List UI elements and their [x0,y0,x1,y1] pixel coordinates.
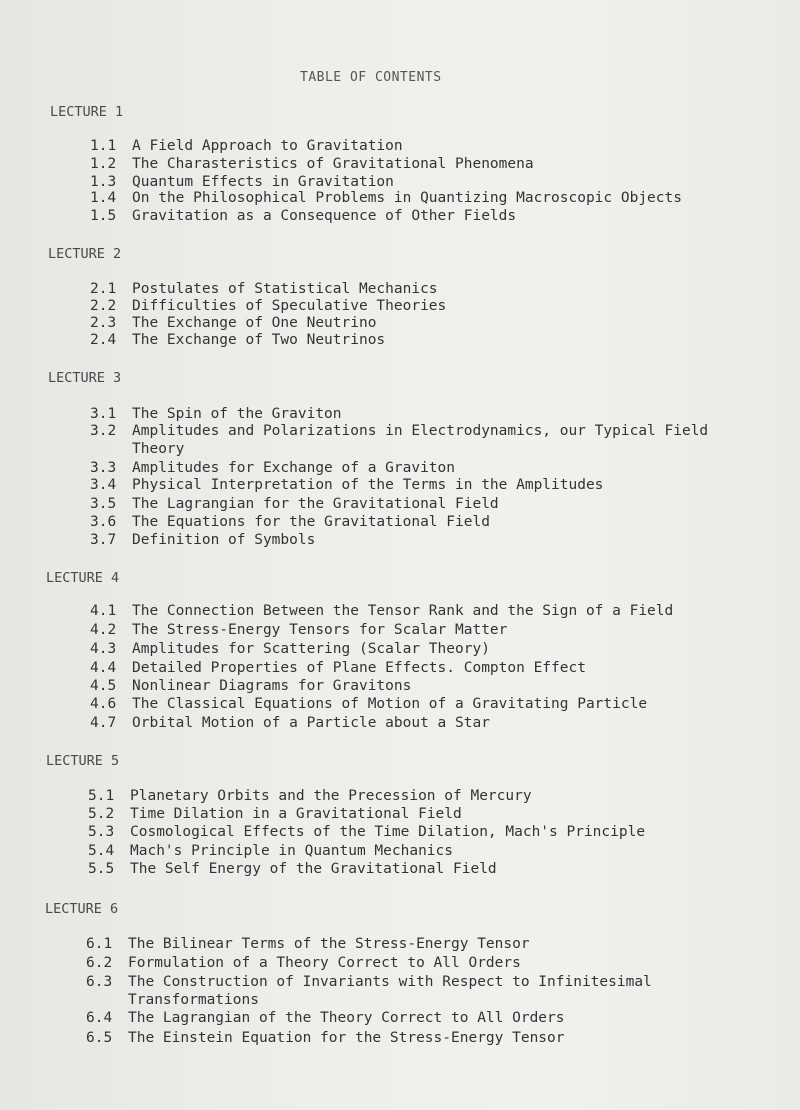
lecture-heading: LECTURE 3 [48,370,122,386]
toc-entry: 1.4 On the Philosophical Problems in Quantizing Macroscopic Objects [90,190,682,206]
toc-entry: 4.2 The Stress-Energy Tensors for Scalar Matter [90,622,508,638]
toc-entry: 3.6 The Equations for the Gravitational Field [90,514,490,530]
toc-entry: 4.7 Orbital Motion of a Particle about a Star [90,715,490,731]
toc-entry: 2.2 Difficulties of Speculative Theories [90,298,447,314]
toc-entry: 1.3 Quantum Effects in Gravitation [90,174,394,190]
toc-entry: 3.2 Amplitudes and Polarizations in Electrodynamics, our Typical Field Theory [90,423,709,457]
lecture-heading: LECTURE 2 [48,246,122,262]
lecture-heading: LECTURE 1 [50,104,124,120]
toc-entry: 6.4 The Lagrangian of the Theory Correct to All Orders [86,1010,565,1026]
toc-entry: 3.4 Physical Interpretation of the Terms in the Amplitudes [90,477,604,493]
toc-entry: 6.2 Formulation of a Theory Correct to All Orders [86,955,521,971]
lecture-heading: LECTURE 5 [46,753,120,769]
lecture-heading: LECTURE 4 [46,570,120,586]
toc-entry: 3.3 Amplitudes for Exchange of a Graviton [90,460,456,476]
lecture-heading: LECTURE 6 [45,901,119,917]
toc-entry: 2.3 The Exchange of One Neutrino [90,315,377,331]
toc-entry: 2.1 Postulates of Statistical Mechanics [90,281,438,297]
toc-entry: 6.3 The Construction of Invariants with Respect to Infinitesimal Transformations [86,974,652,1008]
toc-entry: 5.5 The Self Energy of the Gravitational Field [88,861,497,877]
toc-entry: 3.1 The Spin of the Graviton [90,406,342,422]
toc-entry: 1.5 Gravitation as a Consequence of Other Fields [90,208,517,224]
toc-entry: 6.1 The Bilinear Terms of the Stress-Energy Tensor [86,936,530,952]
toc-entry: 5.1 Planetary Orbits and the Precession of Mercury [88,788,532,804]
toc-entry: 4.4 Detailed Properties of Plane Effects. Compton Effect [90,660,586,676]
toc-entry: 3.5 The Lagrangian for the Gravitational Field [90,496,499,512]
page-title: TABLE OF CONTENTS [300,70,442,85]
toc-entry: 4.3 Amplitudes for Scattering (Scalar Theory) [90,641,490,657]
toc-entry: 5.4 Mach's Principle in Quantum Mechanics [88,843,454,859]
toc-entry: 6.5 The Einstein Equation for the Stress-Energy Tensor [86,1030,565,1046]
toc-entry: 5.2 Time Dilation in a Gravitational Field [88,806,462,822]
toc-entry: 1.1 A Field Approach to Gravitation [90,138,403,154]
toc-entry: 2.4 The Exchange of Two Neutrinos [90,332,386,348]
toc-entry: 1.2 The Charasteristics of Gravitational Phenomena [90,156,534,172]
toc-entry: 4.6 The Classical Equations of Motion of a Gravitating Particle [90,696,648,712]
toc-entry: 5.3 Cosmological Effects of the Time Dilation, Mach's Principle [88,824,646,840]
toc-entry: 4.1 The Connection Between the Tensor Rank and the Sign of a Field [90,603,674,619]
toc-entry: 3.7 Definition of Symbols [90,532,316,548]
toc-entry: 4.5 Nonlinear Diagrams for Gravitons [90,678,412,694]
